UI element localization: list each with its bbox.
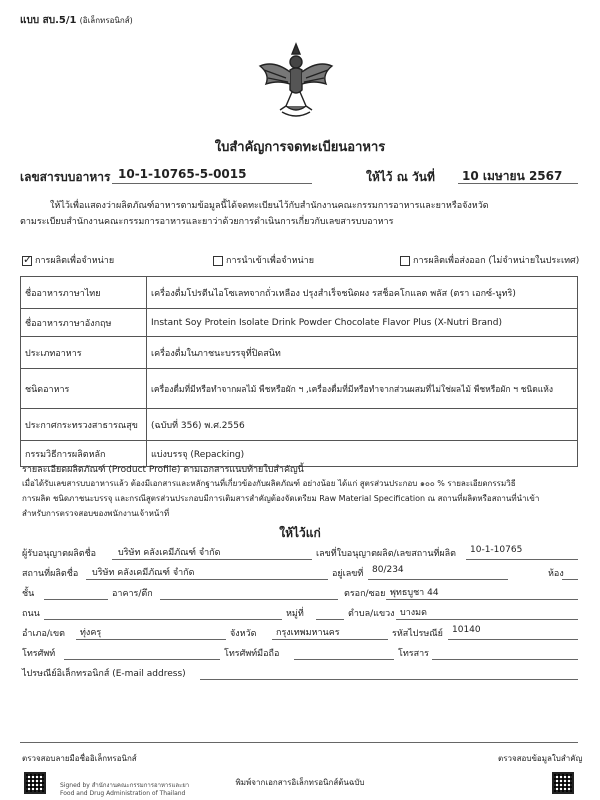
phone-label: โทรศัพท์ — [22, 649, 56, 659]
room-underline — [562, 579, 578, 580]
form-code-note: (อิเล็กทรอนิกส์) — [79, 16, 133, 25]
garuda-emblem-icon — [256, 40, 336, 122]
profile-line-2: เมื่อได้รับเลขสารบบอาหารแล้ว ต้องมีเอกสารและหลักฐานที่เกี่ยวข้องกับผลิตภัณฑ์ อย่างน้อย ได้แก่ สูตรส่วนประกอบ ๑๐๐ % รายละเอียดกรรมวิธี — [22, 479, 516, 488]
checkbox-label: การผลิตเพื่อส่งออก (ไม่จำหน่ายในประเทศ) — [413, 256, 580, 266]
intro-line-2: ตามระเบียบสำนักงานคณะกรรมการอาหารและยาว่าด้วยการดำเนินการเกี่ยวกับเลขสารบบอาหาร — [20, 217, 394, 227]
form-code-text: แบบ สบ.5/1 — [20, 15, 77, 26]
road-underline — [44, 619, 282, 620]
postcode-label: รหัสไปรษณีย์ — [392, 629, 443, 639]
mobile-underline — [294, 659, 394, 660]
soi-underline — [386, 599, 578, 600]
province-underline — [272, 639, 388, 640]
footer-divider — [20, 742, 578, 743]
checkbox-label: การนำเข้าเพื่อจำหน่าย — [226, 256, 314, 266]
table-row — [21, 337, 578, 369]
licensee-value: บริษัท คลังเคมีภัณฑ์ จำกัด — [118, 548, 221, 558]
mobile-label: โทรศัพท์มือถือ — [224, 649, 280, 659]
row-value: เครื่องดื่มที่มีหรือทำจากผลไม้ พืชหรือผัก ฯ ,เครื่องดื่มที่มีหรือทำจากส่วนผสมที่ไม่ใช่ผลไม้ พืชหรือผัก ฯ ชนิดแห้ง — [147, 369, 578, 409]
building-underline — [160, 599, 338, 600]
license-no-value: 10-1-10765 — [470, 545, 523, 555]
province-value: กรุงเทพมหานคร — [276, 628, 340, 638]
place-value: บริษัท คลังเคมีภัณฑ์ จำกัด — [92, 568, 195, 578]
amphoe-label: อำเภอ/เขต — [22, 629, 65, 639]
table-row — [21, 369, 578, 409]
road-label: ถนน — [22, 609, 40, 619]
license-no-underline — [466, 559, 578, 560]
checkbox-box[interactable] — [213, 256, 223, 266]
checkbox-box[interactable] — [400, 256, 410, 266]
row-value: แบ่งบรรจุ (Repacking) — [147, 441, 578, 467]
footer-left-label: ตรวจสอบลายมือชื่ออิเล็กทรอนิกส์ — [22, 754, 137, 763]
give-to-heading: ให้ไว้แก่ — [279, 526, 321, 540]
amphoe-underline — [76, 639, 226, 640]
profile-line-4: สำหรับการตรวจสอบของพนักงานเจ้าหน้าที่ — [22, 509, 170, 518]
row-label: กรรมวิธีการผลิตหลัก — [21, 441, 147, 467]
checkbox-box-checked[interactable] — [22, 256, 32, 266]
signed-line-1: Signed by สำนักงานคณะกรรมการอาหารและยา — [60, 782, 190, 789]
reg-no-underline — [112, 183, 312, 184]
row-value: (ฉบับที่ 356) พ.ศ.2556 — [147, 409, 578, 441]
row-value: เครื่องดื่มในภาชนะบรรจุที่ปิดสนิท — [147, 337, 578, 369]
printed-from-label: พิมพ์จากเอกสารอิเล็กทรอนิกส์ต้นฉบับ — [235, 778, 365, 787]
row-value: เครื่องดื่มโปรตีนไอโซเลทจากถั่วเหลือง ปรุงสำเร็จชนิดผง รสช็อคโกแลต พลัส (ตรา เอกซ์-นูทริ) — [147, 277, 578, 309]
postcode-underline — [448, 639, 578, 640]
intro-line-1: ให้ไว้เพื่อแสดงว่าผลิตภัณฑ์อาหารตามข้อมูลนี้ได้จดทะเบียนไว้กับสำนักงานคณะกรรมการอาหารและยาหรือจังหวัด — [50, 201, 489, 211]
page-title: ใบสำคัญการจดทะเบียนอาหาร — [214, 140, 386, 155]
row-label: ชนิดอาหาร — [21, 369, 147, 409]
checkbox-import-sale[interactable] — [213, 253, 314, 267]
row-label: ชื่ออาหารภาษาอังกฤษ — [21, 309, 147, 337]
soi-value: พุทธบูชา 44 — [390, 588, 439, 598]
license-no-label: เลขที่ใบอนุญาตผลิต/เลขสถานที่ผลิต — [316, 549, 457, 559]
table-row — [21, 409, 578, 441]
footer-right-label: ตรวจสอบข้อมูลใบสำคัญ — [498, 754, 583, 763]
row-label: ประกาศกระทรวงสาธารณสุข — [21, 409, 147, 441]
licensee-underline — [112, 559, 312, 560]
province-label: จังหวัด — [230, 629, 257, 639]
amphoe-value: ทุ่งครุ — [80, 628, 102, 638]
licensee-label: ผู้รับอนุญาตผลิตชื่อ — [22, 549, 97, 559]
signed-line-2: Food and Drug Administration of Thailand — [60, 790, 186, 797]
table-row — [21, 277, 578, 309]
postcode-value: 10140 — [452, 625, 481, 635]
issued-underline — [458, 183, 578, 184]
address-no-label: อยู่เลขที่ — [332, 569, 364, 579]
form-code — [20, 13, 133, 28]
profile-line-3: การผลิต ชนิดภาชนะบรรจุ และกรณีสูตรส่วนประกอบมีการเติมสารสำคัญต้องจัดเตรียม Raw Material Specification ณ สถานที่ผลิตหรือสถานที่นำเข้า — [22, 494, 540, 503]
fax-label: โทรสาร — [398, 649, 429, 659]
qr-code-right-icon — [552, 772, 574, 794]
row-value: Instant Soy Protein Isolate Drink Powder Chocolate Flavor Plus (X-Nutri Brand) — [147, 309, 578, 337]
building-label: อาคาร/ตึก — [112, 589, 153, 599]
row-label: ชื่ออาหารภาษาไทย — [21, 277, 147, 309]
email-label: ไปรษณีย์อิเล็กทรอนิกส์ (E-mail address) — [22, 669, 186, 679]
reg-no-label: เลขสารบบอาหาร — [20, 170, 111, 184]
email-underline — [200, 679, 578, 680]
fax-underline — [432, 659, 578, 660]
phone-underline — [64, 659, 220, 660]
address-no-value: 80/234 — [372, 565, 404, 575]
checkbox-label: การผลิตเพื่อจำหน่าย — [35, 256, 115, 266]
row-label: ประเภทอาหาร — [21, 337, 147, 369]
food-details-table — [20, 276, 578, 467]
issued-date: 10 เมษายน 2567 — [462, 169, 563, 183]
checkbox-production-export[interactable] — [400, 253, 579, 267]
tambon-underline — [396, 619, 578, 620]
tambon-value: บางมด — [400, 608, 427, 618]
tambon-label: ตำบล/แขวง — [348, 609, 395, 619]
floor-underline — [44, 599, 108, 600]
address-no-underline — [368, 579, 508, 580]
place-underline — [86, 579, 328, 580]
issued-label: ให้ไว้ ณ วันที่ — [366, 170, 435, 184]
floor-label: ชั้น — [22, 589, 35, 599]
reg-no-value: 10-1-10765-5-0015 — [118, 167, 247, 181]
checkbox-production-sale[interactable] — [22, 253, 114, 267]
moo-underline — [316, 619, 344, 620]
moo-label: หมู่ที่ — [286, 609, 304, 619]
place-label: สถานที่ผลิตชื่อ — [22, 569, 79, 579]
profile-line-1: รายละเอียดผลิตภัณฑ์ (Product Profile) ตามเอกสารแนบท้ายใบสำคัญนี้ — [22, 465, 304, 475]
table-row — [21, 309, 578, 337]
room-label: ห้อง — [548, 569, 564, 579]
soi-label: ตรอก/ซอย — [344, 589, 386, 599]
